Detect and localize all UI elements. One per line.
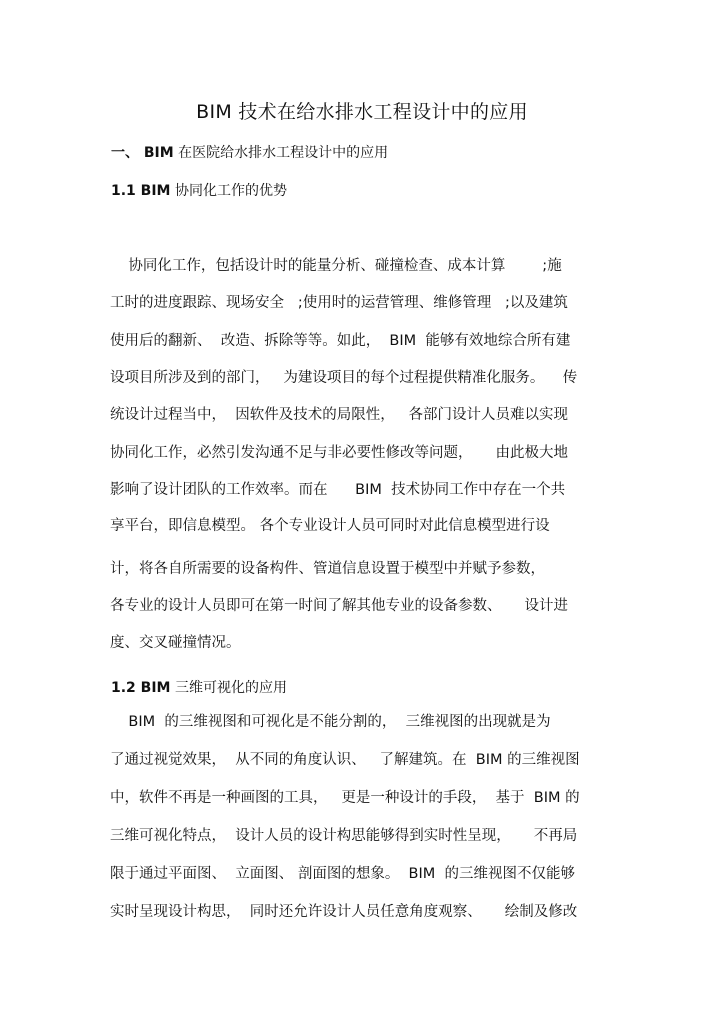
paragraph-line: 享平台，即信息模型。 各个专业设计人员可同时对此信息模型进行设 bbox=[110, 518, 550, 534]
section-heading-1-1-prefix: 1.1 BIM bbox=[111, 183, 171, 199]
section-heading-1-text: 在医院给水排水工程设计中的应用 bbox=[173, 145, 389, 161]
paragraph-line: 影响了设计团队的工作效率。而在 BIM 技术协同工作中存在一个共 bbox=[110, 482, 566, 498]
paragraph-line: 计，将各自所需要的设备构件、管道信息设置于模型中并赋予参数， bbox=[110, 561, 545, 577]
paragraph-line: 统设计过程当中， 因软件及技术的局限性， 各部门设计人员难以实现 bbox=[110, 407, 569, 423]
section-heading-1-2-prefix: 1.2 BIM bbox=[111, 680, 171, 696]
section-heading-1-2-text: 三维可视化的应用 bbox=[170, 680, 287, 696]
paragraph-line: 协同化工作，必然引发沟通不足与非必要性修改等问题， 由此极大地 bbox=[110, 445, 569, 461]
section-heading-1-prefix: 一、 BIM bbox=[111, 145, 174, 161]
paragraph-line: 工时的进度跟踪、现场安全 ;使用时的运营管理、维修管理 ;以及建筑 bbox=[110, 295, 568, 311]
section-heading-1-2 bbox=[111, 678, 287, 698]
paragraph-line: 协同化工作，包括设计时的能量分析、碰撞检查、成本计算 ;施 bbox=[110, 258, 562, 274]
paragraph-line: 使用后的翻新、 改造、拆除等等。如此， BIM 能够有效地综合所有建 bbox=[110, 333, 571, 349]
paragraph-line: 实时呈现设计构思， 同时还允许设计人员任意角度观察、 绘制及修改 bbox=[110, 904, 578, 920]
section-heading-1-1-text: 协同化工作的优势 bbox=[170, 183, 287, 199]
paragraph-line: 中，软件不再是一种画图的工具， 更是一种设计的手段， 基于 BIM 的 bbox=[110, 790, 580, 806]
section-heading-1-1 bbox=[111, 181, 287, 201]
paragraph-line: 了通过视觉效果， 从不同的角度认识、 了解建筑。在 BIM 的三维视图 bbox=[110, 752, 580, 768]
paragraph-line: 设项目所涉及到的部门， 为建设项目的每个过程提供精准化服务。 传 bbox=[110, 370, 578, 386]
paragraph-line: 度、交叉碰撞情况。 bbox=[110, 635, 241, 651]
paragraph-line: BIM 的三维视图和可视化是不能分割的， 三维视图的出现就是为 bbox=[110, 714, 551, 730]
paragraph-line: 限于通过平面图、 立面图、 剖面图的想象。 BIM 的三维视图不仅能够 bbox=[110, 866, 575, 882]
paragraph-line: 三维可视化特点， 设计人员的设计构思能够得到实时性呈现， 不再局 bbox=[110, 828, 578, 844]
section-heading-1 bbox=[111, 143, 388, 163]
document-title: BIM 技术在给水排水工程设计中的应用 bbox=[196, 101, 528, 123]
paragraph-line: 各专业的设计人员即可在第一时间了解其他专业的设备参数、 设计进 bbox=[110, 598, 569, 614]
